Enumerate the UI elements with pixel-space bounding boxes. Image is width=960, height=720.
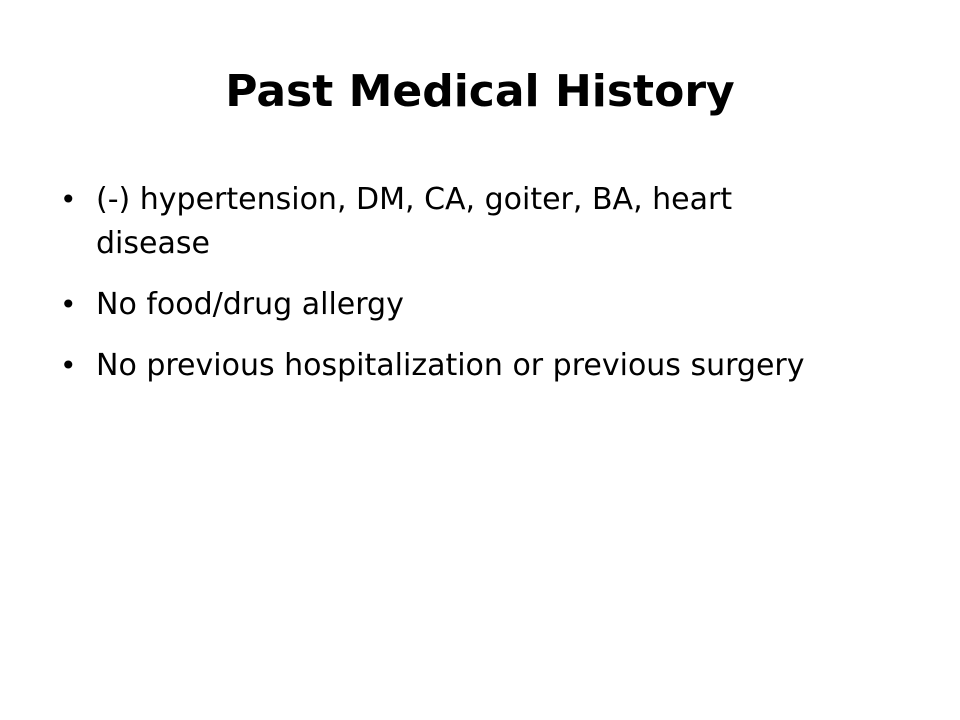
bullet-icon: • bbox=[60, 288, 77, 321]
bullet-item-history bbox=[58, 178, 838, 266]
bullet-item-hospitalization bbox=[58, 344, 838, 388]
slide-title: Past Medical History bbox=[225, 66, 735, 117]
bullet-icon: • bbox=[60, 183, 77, 216]
bullet-icon: • bbox=[60, 349, 77, 382]
bullet-item-allergy bbox=[58, 283, 838, 327]
bullet-text: (-) hypertension, DM, CA, goiter, BA, heart disease bbox=[96, 182, 733, 261]
bullet-text: No food/drug allergy bbox=[96, 287, 404, 322]
bullet-list bbox=[58, 178, 838, 405]
bullet-text: No previous hospitalization or previous surgery bbox=[96, 348, 805, 383]
